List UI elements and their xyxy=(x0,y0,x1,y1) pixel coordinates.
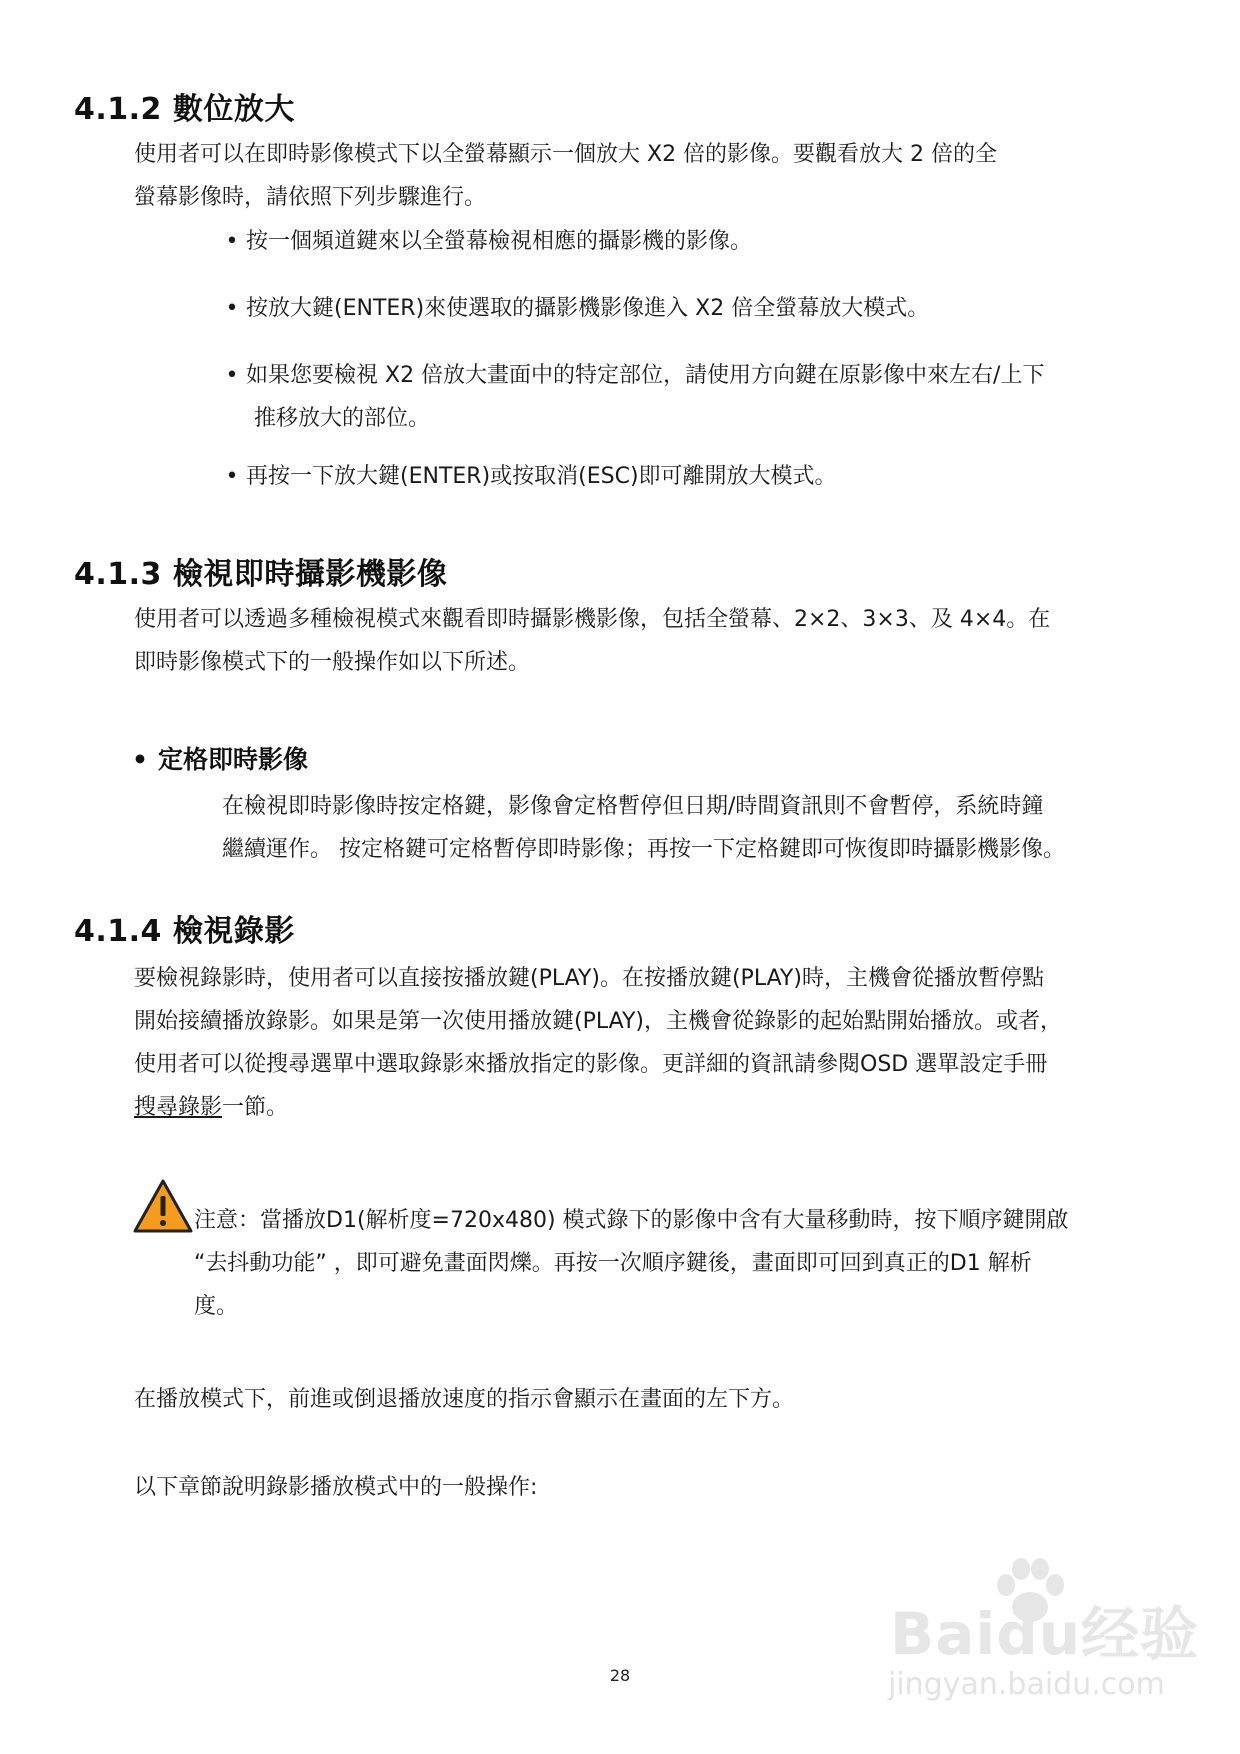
section-4-1-4-intro-line-2: 開始接續播放錄影。如果是第一次使用播放鍵(PLAY)，主機會從錄影的起始點開始播放。或者， xyxy=(134,1009,1062,1034)
freeze-text-line-2: 繼續運作。 按定格鍵可定格暫停即時影像；再按一下定格鍵即可恢復即時攝影機影像。 xyxy=(222,837,1065,862)
section-4-1-2-intro-line-2: 螢幕影像時，請依照下列步驟進行。 xyxy=(134,185,487,210)
list-item xyxy=(222,220,1182,263)
watermark-url: jingyan.baidu.com xyxy=(888,1667,1165,1702)
list-item xyxy=(222,354,1182,440)
list-item-text: 按一個頻道鍵來以全螢幕檢視相應的攝影機的影像。 xyxy=(246,229,753,254)
list-item xyxy=(222,287,1182,330)
warning-triangle-icon xyxy=(132,1178,194,1234)
list-item-text: 再按一下放大鍵(ENTER)或按取消(ESC)即可離開放大模式。 xyxy=(246,464,837,489)
note-line-2: “去抖動功能” ，即可避免畫面閃爍。再按一次順序鍵後，畫面即可回到真正的D1 解析 xyxy=(194,1251,1032,1276)
link-suffix: 一節。 xyxy=(222,1095,289,1120)
baidu-watermark xyxy=(880,1555,1220,1715)
freeze-text-line-1: 在檢視即時影像時按定格鍵，影像會定格暫停但日期/時間資訊則不會暫停，系統時鐘 xyxy=(222,794,1044,819)
playback-speed-text: 在播放模式下，前進或倒退播放速度的指示會顯示在畫面的左下方。 xyxy=(134,1387,795,1412)
list-item-text: 如果您要檢視 X2 倍放大畫面中的特定部位，請使用方向鍵在原影像中來左右/上下 xyxy=(246,363,1045,388)
section-4-1-4-intro-line-1: 要檢視錄影時，使用者可以直接按播放鍵(PLAY)。在按播放鍵(PLAY)時，主機會從播放暫停點 xyxy=(134,966,1044,991)
section-4-1-4-intro-line-3: 使用者可以從搜尋選單中選取錄影來播放指定的影像。更詳細的資訊請參閱OSD 選單設定手冊 xyxy=(134,1052,1048,1077)
section-heading-4-1-4: 4.1.4 檢視錄影 xyxy=(74,914,295,949)
list-item xyxy=(222,455,1182,498)
bullet-dot: • xyxy=(132,745,148,774)
bullet-dot: • xyxy=(225,464,239,489)
subheading-text: 定格即時影像 xyxy=(158,745,309,774)
watermark-brand: Baidu经验 xyxy=(890,1600,1200,1668)
list-item-text: 按放大鍵(ENTER)來使選取的攝影機影像進入 X2 倍全螢幕放大模式。 xyxy=(246,296,930,321)
bullet-dot: • xyxy=(225,363,239,388)
section-4-1-3-intro-line-2: 即時影像模式下的一般操作如以下所述。 xyxy=(134,650,531,675)
search-recording-link[interactable]: 搜尋錄影 xyxy=(134,1095,223,1120)
page-number: 28 xyxy=(609,1666,631,1685)
note-line-3: 度。 xyxy=(194,1294,239,1319)
bullet-dot: • xyxy=(225,296,239,321)
section-4-1-4-intro-line-4 xyxy=(134,1086,288,1129)
bullet-dot: • xyxy=(225,229,239,254)
section-heading-4-1-2: 4.1.2 數位放大 xyxy=(74,92,295,127)
section-heading-4-1-3: 4.1.3 檢視即時攝影機影像 xyxy=(74,557,448,592)
section-4-1-3-intro-line-1: 使用者可以透過多種檢視模式來觀看即時攝影機影像，包括全螢幕、2×2、3×3、及 4×4。在 xyxy=(134,607,1051,632)
subheading-freeze xyxy=(132,738,732,781)
following-sections-text: 以下章節說明錄影播放模式中的一般操作: xyxy=(134,1475,538,1500)
list-item-text-continued: 推移放大的部位。 xyxy=(254,406,431,431)
section-4-1-2-intro-line-1: 使用者可以在即時影像模式下以全螢幕顯示一個放大 X2 倍的影像。要觀看放大 2 倍的全 xyxy=(134,142,998,167)
note-line-1: 注意：當播放D1(解析度=720x480) 模式錄下的影像中含有大量移動時，按下順序鍵開啟 xyxy=(194,1208,1069,1233)
